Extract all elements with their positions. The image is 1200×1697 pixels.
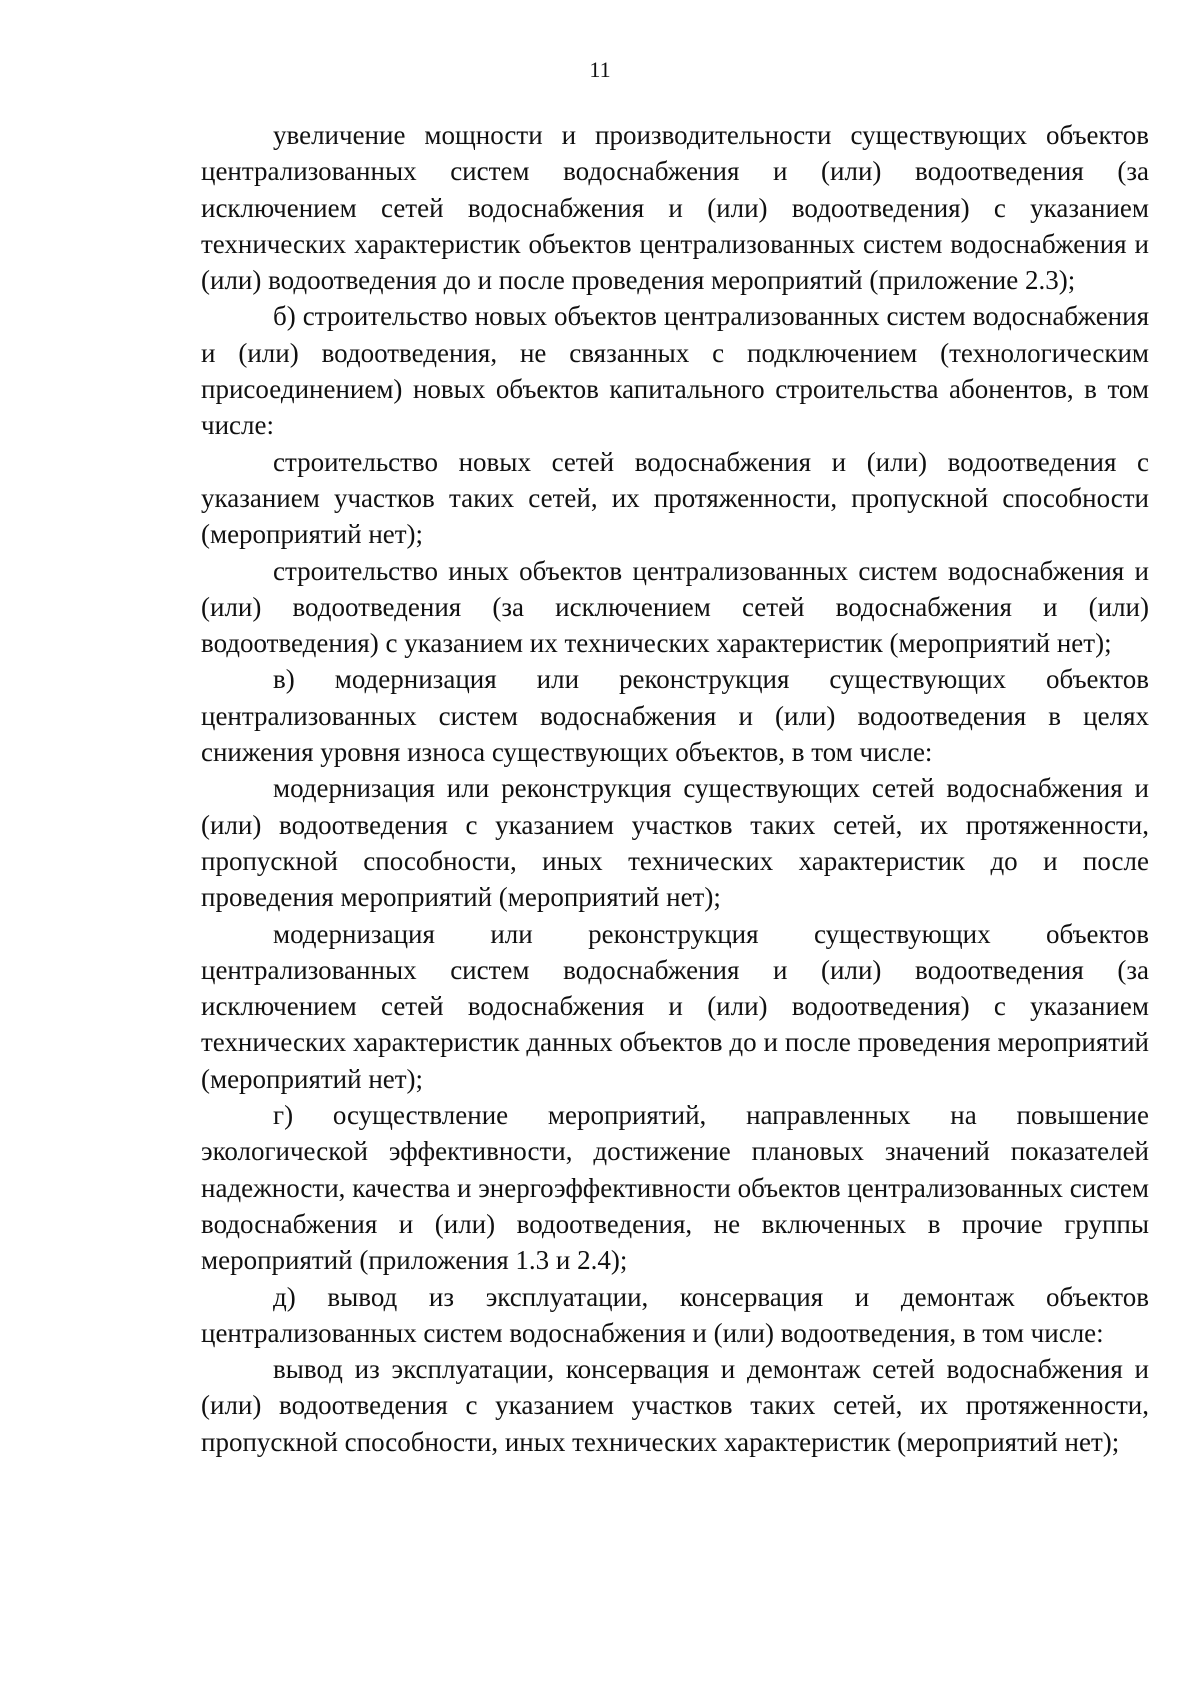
- paragraph-d-decommission: д) вывод из эксплуатации, консервация и демонтаж объектов централизованных систем водоснабжения и (или) водоотведения, в том числе:: [201, 1281, 1149, 1348]
- paragraph-b-new-objects: б) строительство новых объектов централизованных систем водоснабжения и (или) водоотведения, не связанных с подключением (технологическим присоединением) новых объектов капитального строительства абонентов, в том числе:: [201, 301, 1149, 441]
- paragraph-new-networks: строительство новых сетей водоснабжения и (или) водоотведения с указанием участков таких сетей, их протяженности, пропускной способности (мероприятий нет);: [201, 446, 1149, 550]
- paragraph-v-modernization: в) модернизация или реконструкция существующих объектов централизованных систем водоснабжения и (или) водоотведения в целях снижения уровня износа существующих объектов, в том числе:: [201, 664, 1149, 768]
- page-number: 11: [589, 57, 611, 82]
- paragraph-object-modernization: модернизация или реконструкция существующих объектов централизованных систем водоснабжения и (или) водоотведения (за исключением сетей водоснабжения и (или) водоотведения) с указанием технических характеристик данных объектов до и после проведения мероприятий (мероприятий нет);: [201, 918, 1149, 1094]
- paragraph-g-ecological: г) осуществление мероприятий, направленных на повышение экологической эффективности, достижение плановых значений показателей надежности, качества и энергоэффективности объектов централизованных систем водоснабжения и (или) водоотведения, не включенных в прочие группы мероприятий (приложения 1.3 и 2.4);: [201, 1100, 1149, 1276]
- paragraph-other-objects: строительство иных объектов централизованных систем водоснабжения и (или) водоотведения (за исключением сетей водоснабжения и (или) водоотведения) с указанием их технических характеристик (мероприятий нет);: [201, 555, 1149, 659]
- document-body: [201, 117, 1149, 1460]
- paragraph-network-decommission: вывод из эксплуатации, консервация и демонтаж сетей водоснабжения и (или) водоотведения с указанием участков таких сетей, их протяженности, пропускной способности, иных технических характеристик (мероприятий нет);: [201, 1354, 1149, 1457]
- paragraph-capacity-increase: увеличение мощности и производительности существующих объектов централизованных систем водоснабжения и (или) водоотведения (за исключением сетей водоснабжения и (или) водоотведения) с указанием технических характеристик объектов централизованных систем водоснабжения и (или) водоотведения до и после проведения мероприятий (приложение 2.3);: [201, 120, 1149, 296]
- paragraph-network-modernization: модернизация или реконструкция существующих сетей водоснабжения и (или) водоотведения с указанием участков таких сетей, их протяженности, пропускной способности, иных технических характеристик до и после проведения мероприятий (мероприятий нет);: [201, 773, 1149, 913]
